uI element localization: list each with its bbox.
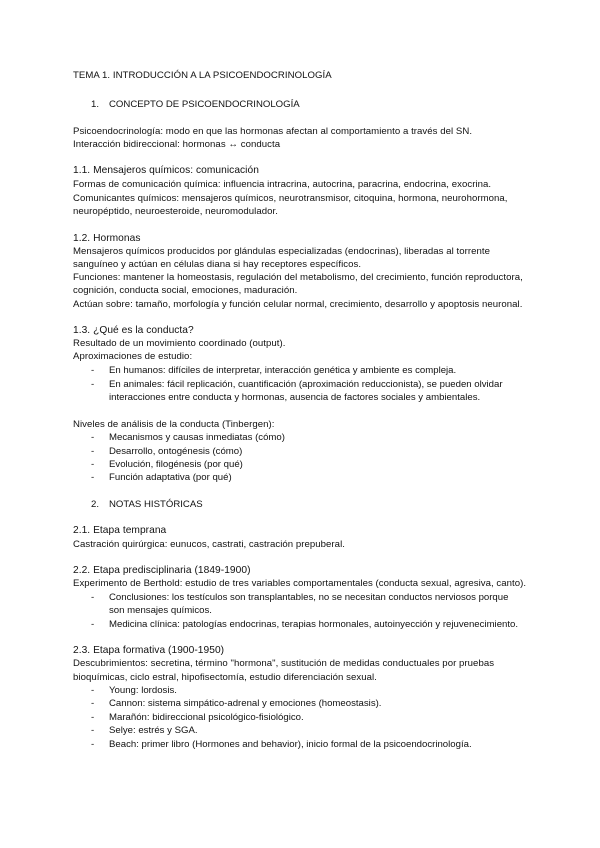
bullet-text: Young: lordosis. — [109, 685, 177, 696]
paragraph-line: Funciones: mantener la homeostasis, regulación del metabolismo, del crecimiento, función reproductora, — [73, 272, 523, 283]
bullet-text: Desarrollo, ontogénesis (cómo) — [109, 446, 243, 457]
paragraph-line: Niveles de análisis de la conducta (Tinbergen): — [73, 419, 275, 430]
bullet-text: Mecanismos y causas inmediatas (cómo) — [109, 432, 285, 443]
subsection-heading: 2.3. Etapa formativa (1900-1950) — [73, 645, 225, 656]
paragraph-line: Descubrimientos: secretina, término "hormona", sustitución de medidas conductuales por pruebas — [73, 658, 495, 669]
paragraph-line: sanguíneo y actúan en células diana si hay receptores específicos. — [73, 259, 362, 270]
bullet-dash: - — [91, 619, 95, 630]
bullet-text: En animales: fácil replicación, cuantificación (aproximación reduccionista), se pueden olvidar — [109, 379, 503, 390]
subsection-heading: 1.2. Hormonas — [73, 233, 141, 244]
bullet-text: Medicina clínica: patologías endocrinas, terapias hormonales, autoinyección y rejuvenecimiento. — [109, 619, 519, 630]
bullet-text: interacciones entre conducta y hormonas, ausencia de factores sociales y ambientales. — [109, 392, 481, 403]
paragraph-line: Castración quirúrgica: eunucos, castrati, castración prepuberal. — [73, 539, 345, 550]
document-title: TEMA 1. INTRODUCCIÓN A LA PSICOENDOCRINOLOGÍA — [73, 70, 332, 81]
bullet-dash: - — [91, 472, 95, 483]
bullet-dash: - — [91, 592, 95, 603]
bullet-text: Cannon: sistema simpático-adrenal y emociones (homeostasis). — [109, 698, 382, 709]
bullet-dash: - — [91, 459, 95, 470]
bullet-text: Función adaptativa (por qué) — [109, 472, 232, 483]
bullet-dash: - — [91, 725, 95, 736]
paragraph-line: bioquímicas, ciclo estral, hipofisectomía, estudio diferenciación sexual. — [73, 672, 377, 683]
paragraph-line: neuropéptido, neuroesteroide, neuromodulador. — [73, 206, 278, 217]
bullet-text: son mensajes químicos. — [109, 605, 212, 616]
bullet-dash: - — [91, 685, 95, 696]
bullet-dash: - — [91, 739, 95, 750]
paragraph-line: cognición, conducta social, emociones, maduración. — [73, 285, 298, 296]
bullet-dash: - — [91, 712, 95, 723]
bullet-text: En humanos: difíciles de interpretar, interacción genética y ambiente es compleja. — [109, 365, 457, 376]
bullet-text: Beach: primer libro (Hormones and behavior), inicio formal de la psicoendocrinología. — [109, 739, 472, 750]
bullet-dash: - — [91, 432, 95, 443]
subsection-heading: 1.1. Mensajeros químicos: comunicación — [73, 165, 259, 176]
bullet-text: Marañón: bidireccional psicológico-fisiológico. — [109, 712, 304, 723]
section-heading: CONCEPTO DE PSICOENDOCRINOLOGÍA — [109, 99, 300, 110]
subsection-heading: 1.3. ¿Qué es la conducta? — [73, 325, 194, 336]
paragraph-line: Resultado de un movimiento coordinado (output). — [73, 338, 286, 349]
bullet-text: Selye: estrés y SGA. — [109, 725, 198, 736]
bullet-text: Conclusiones: los testículos son transplantables, no se necesitan conductos nerviosos porque — [109, 592, 509, 603]
paragraph-line: Formas de comunicación química: influencia intracrina, autocrina, paracrina, endocrina, exocrina. — [73, 179, 492, 190]
bullet-dash: - — [91, 379, 95, 390]
paragraph-line: Actúan sobre: tamaño, morfología y función celular normal, crecimiento, desarrollo y apoptosis neuronal. — [73, 299, 523, 310]
paragraph-line: Comunicantes químicos: mensajeros químicos, neurotransmisor, citoquina, hormona, neurohormona, — [73, 193, 508, 204]
section-number: 2. — [91, 499, 100, 510]
paragraph-line: Mensajeros químicos producidos por glándulas especializadas (endocrinas), liberadas al torrente — [73, 246, 490, 257]
paragraph-line: Experimento de Berthold: estudio de tres variables comportamentales (conducta sexual, agresiva, canto). — [73, 578, 527, 589]
subsection-heading: 2.1. Etapa temprana — [73, 525, 167, 536]
section-number: 1. — [91, 99, 100, 110]
bullet-dash: - — [91, 698, 95, 709]
paragraph-line: Psicoendocrinología: modo en que las hormonas afectan al comportamiento a través del SN. — [73, 126, 473, 137]
paragraph-line: Interacción bidireccional: hormonas ↔ conducta — [73, 139, 281, 150]
paragraph-line: Aproximaciones de estudio: — [73, 351, 193, 362]
bullet-dash: - — [91, 365, 95, 376]
bullet-dash: - — [91, 446, 95, 457]
section-heading: NOTAS HISTÓRICAS — [109, 499, 203, 510]
subsection-heading: 2.2. Etapa predisciplinaria (1849-1900) — [73, 565, 251, 576]
bullet-text: Evolución, filogénesis (por qué) — [109, 459, 243, 470]
